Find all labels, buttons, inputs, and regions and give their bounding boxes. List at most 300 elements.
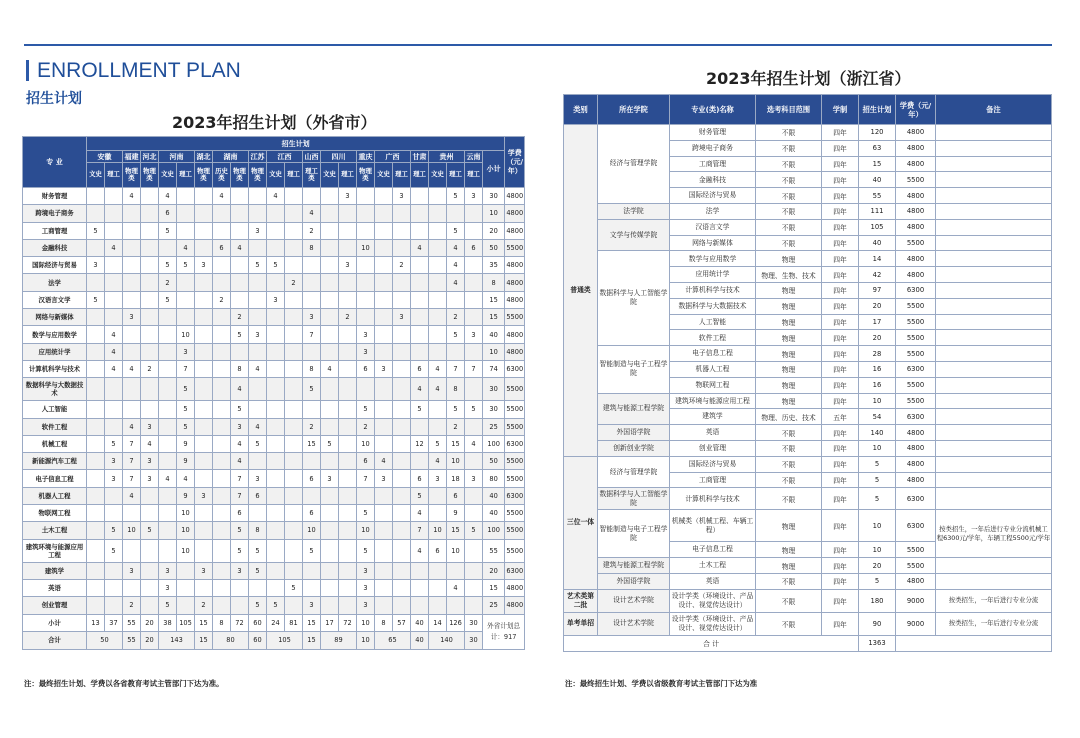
plan-cell	[105, 597, 123, 614]
subtotal-cell: 55	[123, 614, 141, 632]
college-cell: 智能制造与电子工程学院	[598, 510, 670, 558]
plan-cell	[285, 505, 303, 522]
major-name: 数据科学与大数据技术	[23, 378, 87, 401]
remark-cell	[936, 140, 1052, 156]
plan-cell: 2	[357, 418, 375, 435]
row-fee: 4800	[505, 274, 525, 291]
plan-cell	[339, 205, 357, 222]
subject-range: 不限	[756, 156, 822, 172]
study-years: 四年	[822, 440, 859, 456]
study-years: 四年	[822, 203, 859, 219]
major-name: 人工智能	[23, 401, 87, 418]
category-cell: 三位一体	[564, 456, 598, 589]
total-cell: 143	[159, 632, 195, 650]
row-fee: 4800	[505, 222, 525, 239]
plan-cell	[321, 579, 339, 596]
plan-cell	[303, 257, 321, 274]
plan-cell: 4	[213, 188, 231, 205]
plan-cell	[123, 539, 141, 562]
plan-cell: 4	[429, 453, 447, 470]
total-cell: 60	[249, 632, 267, 650]
plan-cell: 10	[177, 326, 195, 343]
plan-count: 20	[859, 298, 896, 314]
study-years: 四年	[822, 219, 859, 235]
plan-cell: 5	[231, 326, 249, 343]
plan-cell	[411, 418, 429, 435]
table-row	[564, 589, 1052, 612]
plan-cell	[267, 222, 285, 239]
header-plan: 招生计划	[859, 95, 896, 125]
plan-cell	[285, 326, 303, 343]
tuition-fee: 6300	[896, 409, 936, 425]
plan-cell	[213, 470, 231, 487]
plan-cell	[141, 205, 159, 222]
plan-cell	[87, 401, 105, 418]
table-row	[23, 378, 525, 401]
plan-cell	[411, 291, 429, 308]
major-name: 电子信息工程	[670, 346, 756, 362]
plan-cell	[159, 453, 177, 470]
tuition-fee: 4800	[896, 573, 936, 589]
plan-cell: 5	[159, 597, 177, 614]
tuition-fee: 4800	[896, 203, 936, 219]
plan-cell	[375, 274, 393, 291]
major-name: 网络与新媒体	[23, 309, 87, 326]
plan-cell: 6	[357, 453, 375, 470]
plan-cell: 3	[141, 418, 159, 435]
study-years: 四年	[822, 125, 859, 141]
plan-cell: 3	[195, 562, 213, 579]
plan-cell	[303, 487, 321, 504]
remark-cell	[936, 188, 1052, 204]
plan-cell	[465, 539, 483, 562]
plan-cell	[159, 378, 177, 401]
plan-cell	[429, 505, 447, 522]
plan-cell: 3	[465, 470, 483, 487]
major-name: 物联网工程	[670, 377, 756, 393]
study-years: 四年	[822, 510, 859, 542]
plan-cell: 3	[357, 326, 375, 343]
header-track: 理工	[105, 163, 123, 188]
plan-cell	[321, 562, 339, 579]
plan-cell	[105, 579, 123, 596]
plan-cell	[285, 188, 303, 205]
major-name: 人工智能	[670, 314, 756, 330]
plan-count: 14	[859, 251, 896, 267]
plan-count: 40	[859, 172, 896, 188]
plan-cell: 5	[177, 257, 195, 274]
plan-cell	[177, 291, 195, 308]
header-track: 物理类	[357, 163, 375, 188]
remark-cell	[936, 219, 1052, 235]
plan-cell	[393, 378, 411, 401]
plan-cell	[87, 539, 105, 562]
plan-cell	[213, 435, 231, 452]
plan-cell	[87, 326, 105, 343]
subtotal-label: 小计	[23, 614, 87, 632]
plan-cell	[321, 453, 339, 470]
row-subtotal: 25	[483, 597, 505, 614]
header-fee: 学费（元/年）	[505, 137, 525, 188]
plan-count: 111	[859, 203, 896, 219]
plan-cell: 6	[357, 360, 375, 377]
plan-cell	[159, 239, 177, 256]
table-row	[23, 343, 525, 360]
header-track: 文史	[267, 163, 285, 188]
plan-cell: 5	[231, 401, 249, 418]
plan-cell: 5	[105, 539, 123, 562]
table-row	[23, 435, 525, 452]
plan-cell	[303, 343, 321, 360]
plan-cell	[267, 435, 285, 452]
tuition-fee: 5500	[896, 298, 936, 314]
plan-cell: 5	[249, 597, 267, 614]
remark-cell	[936, 456, 1052, 472]
subtotal-cell: 57	[393, 614, 411, 632]
subtotal-cell: 37	[105, 614, 123, 632]
plan-cell: 4	[447, 579, 465, 596]
major-name: 计算机科学与技术	[670, 282, 756, 298]
plan-cell	[357, 274, 375, 291]
plan-cell	[159, 487, 177, 504]
study-years: 四年	[822, 558, 859, 574]
plan-cell: 5	[105, 522, 123, 539]
table-row	[23, 188, 525, 205]
plan-cell: 2	[141, 360, 159, 377]
tuition-fee: 5500	[896, 172, 936, 188]
remark-cell	[936, 472, 1052, 488]
study-years: 四年	[822, 589, 859, 612]
plan-cell	[105, 401, 123, 418]
subject-range: 物理	[756, 558, 822, 574]
remark-cell	[936, 488, 1052, 510]
subject-range: 不限	[756, 440, 822, 456]
major-name: 土木工程	[670, 558, 756, 574]
plan-cell: 3	[231, 562, 249, 579]
plan-cell	[429, 579, 447, 596]
plan-cell: 5	[357, 505, 375, 522]
college-cell: 数据科学与人工智能学院	[598, 488, 670, 510]
subject-range: 物理	[756, 393, 822, 409]
table-row	[23, 360, 525, 377]
table-row	[23, 522, 525, 539]
plan-cell	[195, 291, 213, 308]
subject-range: 物理	[756, 361, 822, 377]
plan-cell	[429, 239, 447, 256]
plan-cell	[465, 205, 483, 222]
plan-cell	[321, 378, 339, 401]
plan-cell	[393, 453, 411, 470]
major-name: 金融科技	[23, 239, 87, 256]
zhejiang-table	[563, 94, 1052, 652]
plan-cell	[267, 309, 285, 326]
total-label: 合计	[23, 632, 87, 650]
remark-cell	[936, 314, 1052, 330]
plan-cell	[105, 205, 123, 222]
plan-cell	[105, 188, 123, 205]
header-track: 理工	[339, 163, 357, 188]
major-name: 财务管理	[23, 188, 87, 205]
plan-cell	[339, 597, 357, 614]
plan-cell: 4	[321, 360, 339, 377]
plan-cell	[285, 453, 303, 470]
total-cell: 80	[213, 632, 249, 650]
plan-cell	[141, 562, 159, 579]
plan-cell	[393, 470, 411, 487]
plan-cell	[249, 505, 267, 522]
subject-range: 不限	[756, 188, 822, 204]
plan-cell	[267, 579, 285, 596]
plan-cell: 6	[411, 360, 429, 377]
plan-cell: 4	[411, 539, 429, 562]
plan-cell	[465, 222, 483, 239]
college-cell: 经济与管理学院	[598, 125, 670, 204]
plan-cell	[159, 309, 177, 326]
plan-cell	[177, 274, 195, 291]
total-cell: 55	[123, 632, 141, 650]
plan-cell	[141, 505, 159, 522]
plan-cell	[393, 360, 411, 377]
plan-cell	[177, 188, 195, 205]
plan-cell: 3	[249, 326, 267, 343]
plan-cell	[213, 378, 231, 401]
plan-cell	[87, 505, 105, 522]
table-row	[564, 251, 1052, 267]
study-years: 四年	[822, 251, 859, 267]
plan-cell	[105, 418, 123, 435]
plan-cell	[285, 239, 303, 256]
plan-cell	[393, 239, 411, 256]
plan-cell	[285, 291, 303, 308]
tuition-fee: 4800	[896, 472, 936, 488]
subject-range: 不限	[756, 203, 822, 219]
plan-cell	[321, 205, 339, 222]
plan-cell	[411, 222, 429, 239]
table-row	[23, 418, 525, 435]
subject-range: 物理	[756, 282, 822, 298]
plan-cell	[357, 188, 375, 205]
plan-cell: 4	[123, 360, 141, 377]
header-province: 河北	[142, 152, 157, 161]
subject-range: 物理	[756, 510, 822, 542]
row-fee: 5500	[505, 539, 525, 562]
header-track: 文史	[321, 163, 339, 188]
plan-cell	[285, 539, 303, 562]
table-row	[23, 470, 525, 487]
plan-cell	[429, 343, 447, 360]
plan-cell	[123, 401, 141, 418]
plan-cell	[87, 562, 105, 579]
plan-cell	[465, 343, 483, 360]
plan-cell	[87, 378, 105, 401]
plan-cell	[447, 205, 465, 222]
row-fee: 5500	[505, 309, 525, 326]
major-name: 软件工程	[670, 330, 756, 346]
remark-cell	[936, 267, 1052, 283]
plan-cell	[285, 343, 303, 360]
header-track: 理工	[285, 163, 303, 188]
plan-cell: 4	[159, 188, 177, 205]
plan-cell: 5	[159, 291, 177, 308]
plan-cell	[393, 401, 411, 418]
plan-cell	[393, 343, 411, 360]
plan-cell: 5	[447, 401, 465, 418]
remark-cell	[936, 346, 1052, 362]
plan-cell: 6	[249, 487, 267, 504]
table-row	[23, 401, 525, 418]
subtotal-cell: 17	[321, 614, 339, 632]
plan-cell	[87, 487, 105, 504]
plan-cell	[177, 597, 195, 614]
tuition-fee: 6300	[896, 488, 936, 510]
header-subjects: 选考科目范围	[756, 95, 822, 125]
plan-cell	[249, 205, 267, 222]
plan-cell: 9	[177, 435, 195, 452]
plan-cell	[213, 360, 231, 377]
plan-cell	[303, 188, 321, 205]
row-fee: 4800	[505, 326, 525, 343]
subject-range: 不限	[756, 472, 822, 488]
header-province: 广西	[375, 151, 411, 163]
major-name: 建筑学	[670, 409, 756, 425]
plan-cell	[285, 418, 303, 435]
plan-cell	[141, 274, 159, 291]
plan-cell	[339, 470, 357, 487]
plan-cell	[213, 487, 231, 504]
plan-cell	[465, 579, 483, 596]
plan-cell	[87, 453, 105, 470]
subject-range: 不限	[756, 612, 822, 635]
table-row	[564, 346, 1052, 362]
plan-cell	[213, 562, 231, 579]
plan-cell: 6	[159, 205, 177, 222]
remark-cell	[936, 393, 1052, 409]
plan-cell	[267, 505, 285, 522]
plan-cell	[195, 418, 213, 435]
plan-cell: 5	[159, 257, 177, 274]
plan-cell: 2	[195, 597, 213, 614]
subject-range: 不限	[756, 219, 822, 235]
plan-cell	[447, 597, 465, 614]
plan-cell	[177, 562, 195, 579]
plan-cell	[267, 205, 285, 222]
header-category: 类别	[564, 95, 598, 125]
row-subtotal: 74	[483, 360, 505, 377]
plan-cell	[357, 257, 375, 274]
major-name: 数学与应用数学	[670, 251, 756, 267]
plan-cell	[231, 291, 249, 308]
plan-cell: 6	[429, 539, 447, 562]
header-track: 文史	[375, 163, 393, 188]
plan-count: 17	[859, 314, 896, 330]
major-name: 土木工程	[23, 522, 87, 539]
remark-cell	[936, 235, 1052, 251]
plan-cell: 8	[303, 239, 321, 256]
plan-cell: 3	[321, 470, 339, 487]
plan-cell: 5	[87, 291, 105, 308]
plan-count: 10	[859, 393, 896, 409]
plan-cell: 4	[231, 453, 249, 470]
plan-cell: 2	[159, 274, 177, 291]
plan-cell	[105, 487, 123, 504]
header-province: 贵州	[429, 151, 465, 163]
subject-range: 物理	[756, 330, 822, 346]
plan-cell	[267, 487, 285, 504]
plan-cell: 6	[303, 505, 321, 522]
plan-cell	[375, 291, 393, 308]
row-subtotal: 100	[483, 522, 505, 539]
subtotal-cell: 81	[285, 614, 303, 632]
tuition-fee: 4800	[896, 140, 936, 156]
plan-cell: 4	[177, 470, 195, 487]
plan-cell	[357, 378, 375, 401]
row-subtotal: 100	[483, 435, 505, 452]
plan-cell: 6	[411, 470, 429, 487]
subject-range: 物理	[756, 298, 822, 314]
row-fee: 4800	[505, 205, 525, 222]
remark-cell	[936, 425, 1052, 441]
plan-cell	[375, 378, 393, 401]
row-fee: 5500	[505, 418, 525, 435]
plan-cell	[87, 522, 105, 539]
subject-range: 不限	[756, 235, 822, 251]
study-years: 四年	[822, 298, 859, 314]
plan-cell	[195, 343, 213, 360]
plan-cell: 5	[357, 539, 375, 562]
tuition-fee: 4800	[896, 425, 936, 441]
header-track: 理工	[447, 163, 465, 188]
plan-cell	[231, 343, 249, 360]
plan-cell	[267, 378, 285, 401]
plan-cell: 7	[123, 470, 141, 487]
plan-cell: 4	[303, 205, 321, 222]
plan-cell: 10	[447, 539, 465, 562]
plan-cell	[267, 522, 285, 539]
total-cell: 15	[303, 632, 321, 650]
plan-cell	[267, 343, 285, 360]
plan-count: 120	[859, 125, 896, 141]
row-subtotal: 15	[483, 309, 505, 326]
header-years: 学制	[822, 95, 859, 125]
plan-cell	[267, 470, 285, 487]
plan-cell	[213, 505, 231, 522]
subtotal-cell: 105	[177, 614, 195, 632]
table-row	[23, 579, 525, 596]
plan-cell: 3	[249, 222, 267, 239]
plan-cell: 4	[411, 505, 429, 522]
plan-count: 10	[859, 440, 896, 456]
plan-cell	[195, 435, 213, 452]
remark-cell	[936, 558, 1052, 574]
plan-cell	[195, 401, 213, 418]
row-subtotal: 50	[483, 453, 505, 470]
table-row	[23, 239, 525, 256]
plan-count: 140	[859, 425, 896, 441]
college-cell: 建筑与能源工程学院	[598, 558, 670, 574]
plan-cell	[285, 205, 303, 222]
subtotal-cell: 60	[249, 614, 267, 632]
plan-cell: 6	[447, 487, 465, 504]
plan-cell	[249, 579, 267, 596]
plan-cell	[429, 257, 447, 274]
plan-cell: 5	[249, 435, 267, 452]
plan-cell	[105, 562, 123, 579]
major-name: 建筑环境与能源应用工程	[23, 539, 87, 562]
plan-total-note: 外省计划总计：917	[483, 614, 525, 649]
plan-cell: 10	[177, 539, 195, 562]
table-row	[564, 203, 1052, 219]
plan-cell	[105, 257, 123, 274]
